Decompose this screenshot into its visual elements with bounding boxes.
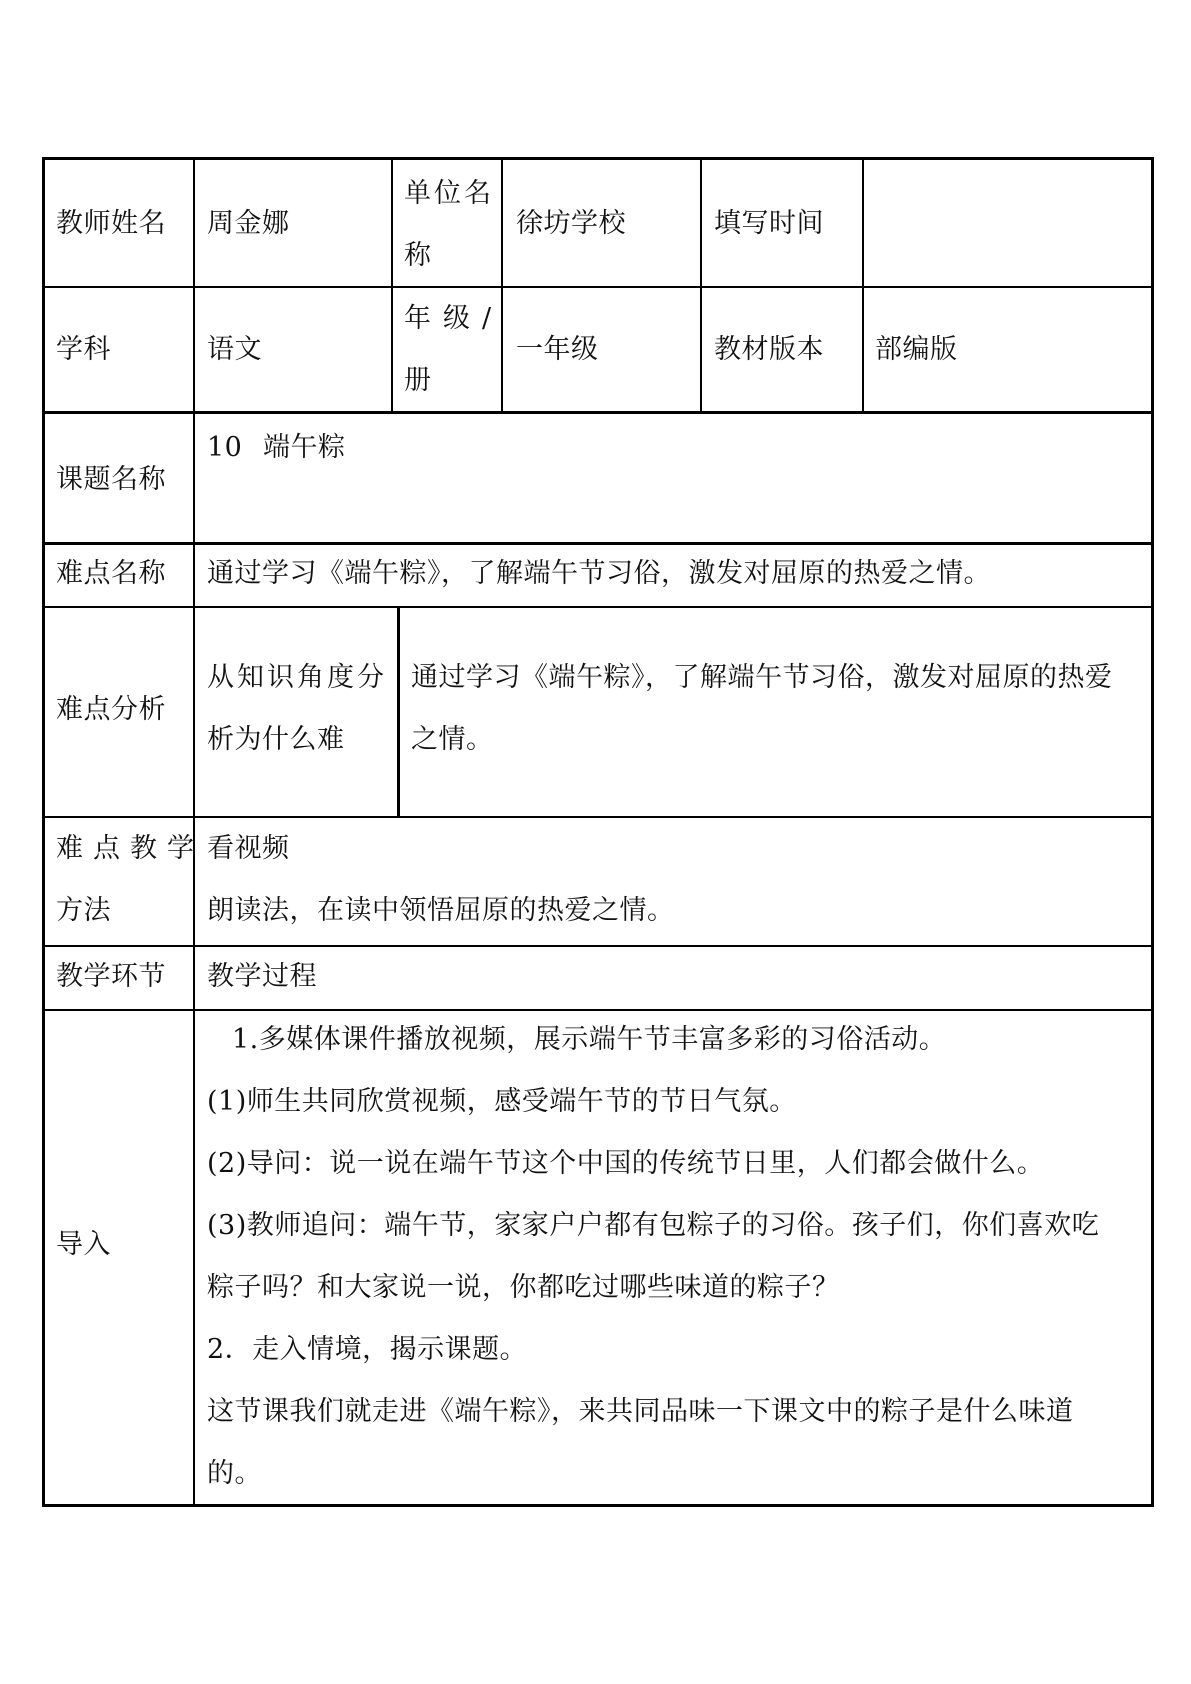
topic-number: 10 (207, 432, 243, 463)
row-divider (45, 542, 1151, 545)
subject-label: 学科 (56, 334, 111, 365)
row-divider (45, 816, 1151, 818)
teaching-process-label: 教学过程 (207, 961, 317, 992)
teaching-stage-label: 教学环节 (56, 961, 166, 992)
column-divider (700, 160, 702, 412)
row-divider (45, 411, 1151, 414)
intro-line: 这节课我们就走进《端午粽》，来共同品味一下课文中的粽子是什么味道 (207, 1396, 1074, 1427)
analysis-label: 难点分析 (56, 694, 166, 725)
intro-line: 的。 (207, 1458, 262, 1489)
intro-line: 1.多媒体课件播放视频，展示端午节丰富多彩的习俗活动。 (232, 1024, 947, 1055)
teaching-method-line: 看视频 (207, 833, 290, 864)
column-divider (397, 607, 400, 817)
topic-label: 课题名称 (56, 464, 166, 495)
textbook-edition-value: 部编版 (875, 334, 958, 365)
textbook-edition-label: 教材版本 (714, 334, 824, 365)
analysis-value: 通过学习《端午粽》，了解端午节习俗，激发对屈原的热爱 (411, 662, 1113, 693)
teaching-method-label-cont: 方法 (56, 895, 111, 926)
intro-line: 2．走入情境，揭示课题。 (207, 1334, 528, 1365)
intro-stage-label: 导入 (56, 1229, 111, 1260)
column-divider (193, 160, 195, 1504)
unit-name-label: 单位名 (404, 178, 494, 209)
analysis-value-cont: 之情。 (411, 724, 494, 755)
unit-name-label-cont: 称 (404, 240, 432, 271)
grade-volume-label: 年级/ (404, 303, 504, 334)
intro-line: (1)师生共同欣赏视频，感受端午节的节日气氛。 (207, 1086, 797, 1117)
row-divider (45, 945, 1151, 947)
unit-name-value: 徐坊学校 (516, 208, 626, 239)
difficulty-value: 通过学习《端午粽》，了解端午节习俗，激发对屈原的热爱之情。 (207, 558, 991, 589)
intro-line: (2)导问：说一说在端午节这个中国的传统节日里，人们都会做什么。 (207, 1148, 1045, 1179)
intro-line: 粽子吗？和大家说一说，你都吃过哪些味道的粽子？ (207, 1272, 840, 1303)
analysis-sub-label-cont: 析为什么难 (207, 724, 345, 755)
column-divider (391, 160, 393, 412)
fill-date-label: 填写时间 (714, 208, 824, 239)
column-divider (501, 160, 503, 412)
topic-title: 端午粽 (263, 432, 346, 463)
grade-volume-label-cont: 册 (404, 365, 432, 396)
column-divider (862, 160, 864, 412)
row-divider (45, 606, 1151, 608)
analysis-sub-label: 从知识角度分 (207, 662, 387, 693)
teaching-method-line: 朗读法，在读中领悟屈原的热爱之情。 (207, 895, 675, 926)
row-divider (45, 286, 1151, 288)
lesson-plan-table (42, 157, 1154, 1507)
teaching-method-label: 难点教学 (56, 833, 204, 864)
difficulty-label: 难点名称 (56, 558, 166, 589)
grade-value: 一年级 (516, 334, 599, 365)
teacher-name-value: 周金娜 (207, 208, 290, 239)
subject-value: 语文 (207, 334, 262, 365)
teacher-name-label: 教师姓名 (56, 208, 166, 239)
intro-line: (3)教师追问：端午节，家家户户都有包粽子的习俗。孩子们，你们喜欢吃 (207, 1210, 1100, 1241)
